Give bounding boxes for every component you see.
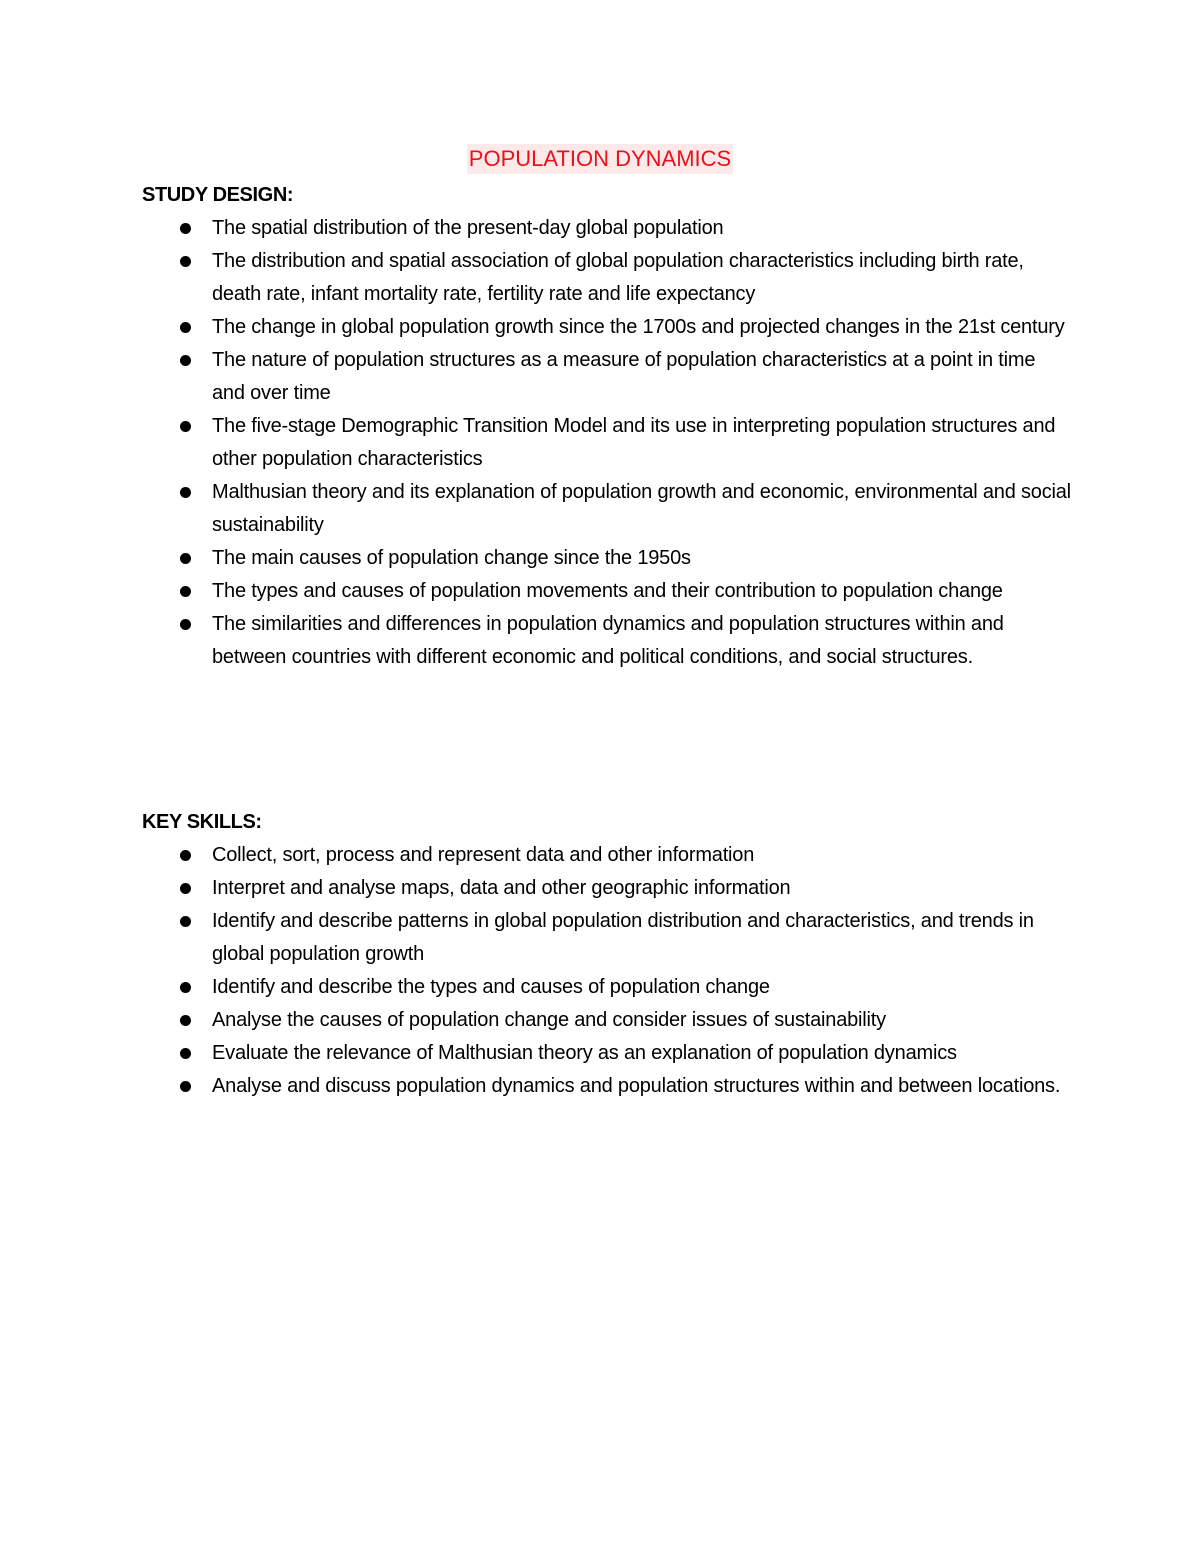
bullet-icon — [180, 421, 191, 432]
list-item-text: The similarities and differences in population dynamics and population structures within and between countries with different economic and political conditions, and social structures. — [212, 613, 1004, 668]
list-item-text: Identify and describe the types and causes of population change — [212, 976, 770, 998]
bullet-icon — [180, 850, 191, 861]
list-item — [142, 410, 1072, 476]
bullet-icon — [180, 1081, 191, 1092]
list-item-text: Interpret and analyse maps, data and other geographic information — [212, 877, 791, 899]
list-item-text: Evaluate the relevance of Malthusian theory as an explanation of population dynamics — [212, 1042, 957, 1064]
list-item-text: The spatial distribution of the present-day global population — [212, 217, 724, 239]
key-skills-list — [142, 839, 1072, 1103]
list-item-text: Identify and describe patterns in global population distribution and characteristics, and trends in global population growth — [212, 910, 1034, 965]
list-item — [142, 1037, 1072, 1070]
list-item — [142, 344, 1072, 410]
bullet-icon — [180, 619, 191, 630]
list-item — [142, 311, 1072, 344]
bullet-icon — [180, 1015, 191, 1026]
key-skills-heading: KEY SKILLS: — [142, 811, 262, 833]
list-item — [142, 212, 1072, 245]
list-item — [142, 542, 1072, 575]
list-item-text: Analyse the causes of population change and consider issues of sustainability — [212, 1009, 886, 1031]
bullet-icon — [180, 223, 191, 234]
list-item — [142, 476, 1072, 542]
list-item-text: Analyse and discuss population dynamics and population structures within and between locations. — [212, 1075, 1061, 1097]
bullet-icon — [180, 586, 191, 597]
list-item — [142, 839, 1072, 872]
bullet-icon — [180, 883, 191, 894]
study-design-heading: STUDY DESIGN: — [142, 184, 294, 206]
list-item — [142, 1004, 1072, 1037]
bullet-icon — [180, 916, 191, 927]
page-title: POPULATION DYNAMICS — [467, 144, 733, 174]
bullet-icon — [180, 256, 191, 267]
bullet-icon — [180, 982, 191, 993]
study-design-list — [142, 212, 1072, 674]
list-item — [142, 872, 1072, 905]
bullet-icon — [180, 355, 191, 366]
study-design-section — [142, 179, 1072, 674]
list-item-text: The five-stage Demographic Transition Model and its use in interpreting population structures and other population characteristics — [212, 415, 1056, 470]
bullet-icon — [180, 322, 191, 333]
list-item — [142, 245, 1072, 311]
list-item — [142, 1070, 1072, 1103]
bullet-icon — [180, 553, 191, 564]
list-item-text: The types and causes of population movements and their contribution to population change — [212, 580, 1003, 602]
list-item-text: Malthusian theory and its explanation of population growth and economic, environmental and social sustainability — [212, 481, 1071, 536]
list-item — [142, 608, 1072, 674]
list-item-text: The change in global population growth since the 1700s and projected changes in the 21st century — [212, 316, 1065, 338]
list-item-text: Collect, sort, process and represent data and other information — [212, 844, 755, 866]
title-wrap — [0, 144, 1200, 174]
bullet-icon — [180, 1048, 191, 1059]
bullet-icon — [180, 487, 191, 498]
list-item — [142, 905, 1072, 971]
list-item — [142, 971, 1072, 1004]
list-item-text: The nature of population structures as a measure of population characteristics at a point in time and over time — [212, 349, 1036, 404]
list-item-text: The main causes of population change since the 1950s — [212, 547, 691, 569]
list-item — [142, 575, 1072, 608]
list-item-text: The distribution and spatial association of global population characteristics including birth rate, death rate, infant mortality rate, fertility rate and life expectancy — [212, 250, 1024, 305]
key-skills-section — [142, 806, 1072, 1103]
